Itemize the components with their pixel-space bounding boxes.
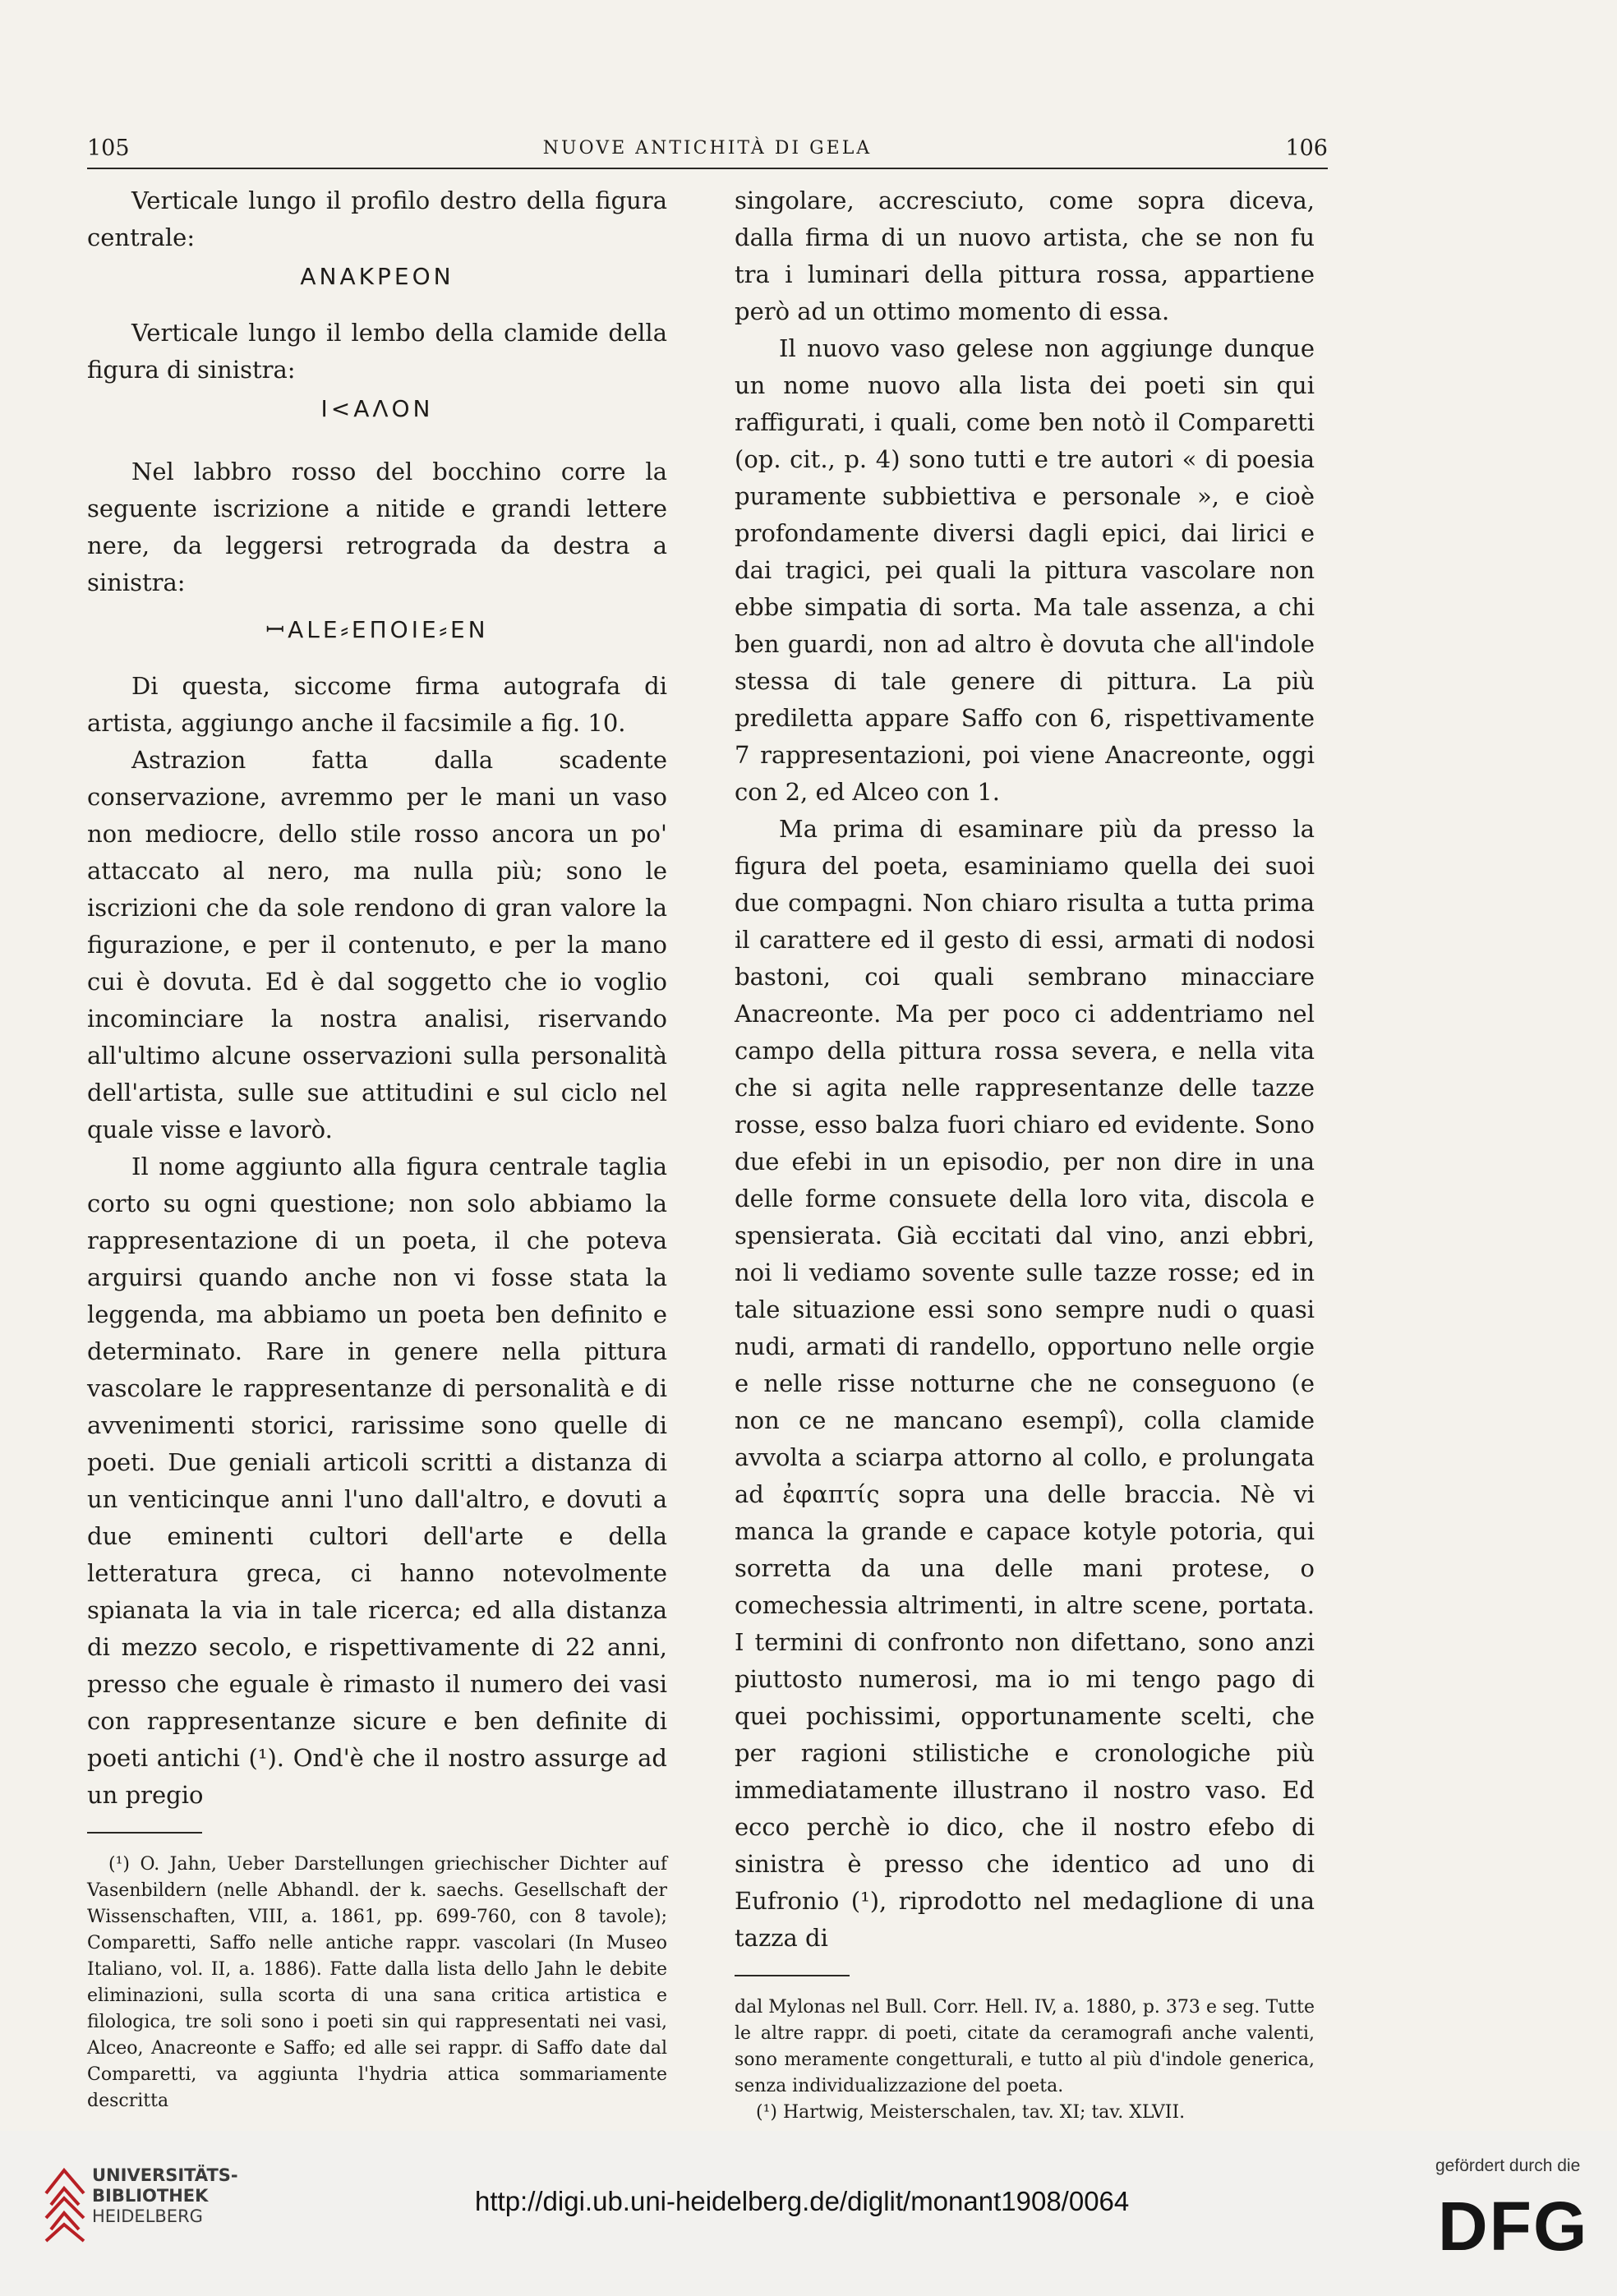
paragraph: Di questa, siccome firma autografa di artista, aggiungo anche il facsimile a fig. 10. [87,672,667,737]
paragraph: singolare, accresciuto, come sopra diceva, dalla firma di un nuovo artista, che se non fu tra i luminari della pittura rossa, appartiene però ad un ottimo momento di essa. [735,186,1315,325]
dfg-logo: DFG [1438,2188,1589,2265]
left-column [87,182,667,2114]
inscription-kalon: I<ΑΛΟΝ [320,395,434,422]
page-number-right: 106 [1285,136,1328,161]
paragraph: Ma prima di esaminare più da presso la figura del poeta, esaminiamo quella dei suoi due compagni. Non chiaro risulta a tutta prima il carattere ed il gesto di essi, armati di nodosi bastoni, coi quali sembrano minacciare Anacreonte. Ma per poco ci addentriamo nel campo della pittura rossa severa, e nella vita che si agita nelle rappresentanze delle tazze rosse, esso balza fuori chiaro ed evidente. Sono due efebi in un episodio, per non dire in una delle forme consuete della loro vita, discola e spensierata. Già eccitati dal vino, anzi ebbri, noi li vediamo sovente sulle tazze rosse; ed in tale situazione essi sono sempre nudi o quasi nudi, armati di randello, opportuno nelle orgie e nelle risse notturne che ne conseguono (e non ce ne mancano esempî), colla clamide avvolta a sciarpa attorno al collo, e prolungata ad ἐφαπτίς sopra una delle braccia. Nè vi manca la grande e capace kotyle potoria, qui sorretta da una delle mani protese, o comechessia altrimenti, in altre scene, portata. I termini di confronto non difettano, sono anzi piuttosto numerosi, ma io mi tengo pago di quei pochissimi, opportunamente scelti, che per ragioni stilistiche e cronologiche più immediatamente illustrano il nostro vaso. Ed ecco perchè io dico, che il nostro efebo di sinistra è presso che identico ad uno di Eufronio (¹), riprodotto nel medaglione di una tazza di [735,815,1315,1952]
inscription-signature: ꟷΑLΕ⸗ΕΠΟΙΕ⸗ΕΝ [265,616,489,643]
footnote-rule [87,1832,202,1834]
paragraph: Verticale lungo il profilo destro della figura centrale: [87,186,667,251]
right-column [735,182,1315,2126]
paragraph: Nel labbro rosso del bocchino corre la seguente iscrizione a nitide e grandi lettere nere, da leggersi retrograda da destra a sinistra: [87,458,667,596]
running-title: NUOVE ANTICHITÀ DI GELA [542,138,873,159]
page-number-left: 105 [87,136,130,161]
footnote: (¹) Hartwig, Meisterschalen, tav. XI; tav. XLVII. [756,2102,1186,2123]
running-head [87,136,1328,168]
paragraph: Il nome aggiunto alla figura centrale taglia corto su ogni questione; non solo abbiamo la rappresentazione di un poeta, il che poteva arguirsi quando anche non vi fosse stata la leggenda, ma abbiamo un poeta ben definito e determinato. Rare in genere nella pittura vascolare le rappresentanze di personalità e di avvenimenti storici, rarissime sono quelle di poeti. Due geniali articoli scritti a distanza di un venticinque anni l'uno dall'altro, e dovuti a due eminenti cultori dell'arte e della letteratura greca, ci hanno notevolmente spianata la via in tale ricerca; ed alla distanza di mezzo secolo, e rispettivamente di 22 anni, presso che eguale è rimasto il numero dei vasi con rappresentanze sicure e ben definite di poeti antichi (¹). Ond'è che il nostro assurge ad un pregio [87,1153,667,1809]
inscription-anakreon: ΑΝΑΚΡΕΟΝ [300,263,454,290]
footnote: (¹) O. Jahn, Ueber Darstellungen griechischer Dichter auf Vasenbildern (nelle Abhandl. der k. saechs. Gesellschaft der Wissenschaften, VIII, a. 1861, pp. 699-760, con 8 tavole); Comparetti, Saffo nelle antiche rappr. vascolari (In Museo Italiano, vol. II, a. 1886). Fatte dalla lista dello Jahn le debite eliminazioni, sulla scorta di una sana critica artistica e filologica, tre soli sono i poeti sin qui rappresentati nei vasi, Alceo, Anacreonte e Saffo; ed alle sei rappr. di Saffo date dal Comparetti, va aggiunta l'hydria attica sommariamente descritta [87,1854,667,2111]
paragraph: Il nuovo vaso gelese non aggiunge dunque un nome nuovo alla lista dei poeti sin qui raffigurati, i quali, come ben notò il Comparetti (op. cit., p. 4) sono tutti e tre autori « di poesia puramente subbiettiva e personale », e cioè profondamente diversi dagli epici, dai lirici e dai tragici, pei quali la pittura vascolare non ebbe simpatia di sorta. Ma tale assenza, a chi ben guardi, non ad altro è dovuta che all'indole stessa di tale genere di pittura. La più prediletta appare Saffo con 6, rispettivamente 7 rappresentazioni, poi viene Anacreonte, oggi con 2, ed Alceo con 1. [735,334,1315,806]
library-name: UNIVERSITÄTS- BIBLIOTHEK HEIDELBERG [92,2165,238,2226]
footnote-continuation: dal Mylonas nel Bull. Corr. Hell. IV, a. 1880, p. 373 e seg. Tutte le altre rappr. di poeti, citate da ceramografi anche valenti, sono meramente congetturali, e tutto al più d'indole generica, senza individualizzazione del poeta. [735,1997,1315,2096]
permalink-url[interactable]: http://digi.ub.uni-heidelberg.de/diglit/monant1908/0064 [475,2186,1130,2216]
paragraph: Astrazion fatta dalla scadente conservazione, avremmo per le mani un vaso non mediocre, dello stile rosso ancora un po' attaccato al nero, ma nulla più; sono le iscrizioni che da sole rendono di gran valore la figurazione, e per il contenuto, e per la mano cui è dovuta. Ed è dal soggetto che io voglio incominciare la nostra analisi, riservando all'ultimo alcune osservazioni sulla personalità dell'artista, sulle sue attitudini e sul ciclo nel quale visse e lavorò. [87,746,667,1143]
library-logo-icon [39,2160,90,2251]
funded-by-label: gefördert durch die [1435,2156,1581,2175]
header-rule [87,168,1328,169]
footnote-rule [735,1975,850,1976]
paragraph: Verticale lungo il lembo della clamide della figura di sinistra: [87,319,667,384]
